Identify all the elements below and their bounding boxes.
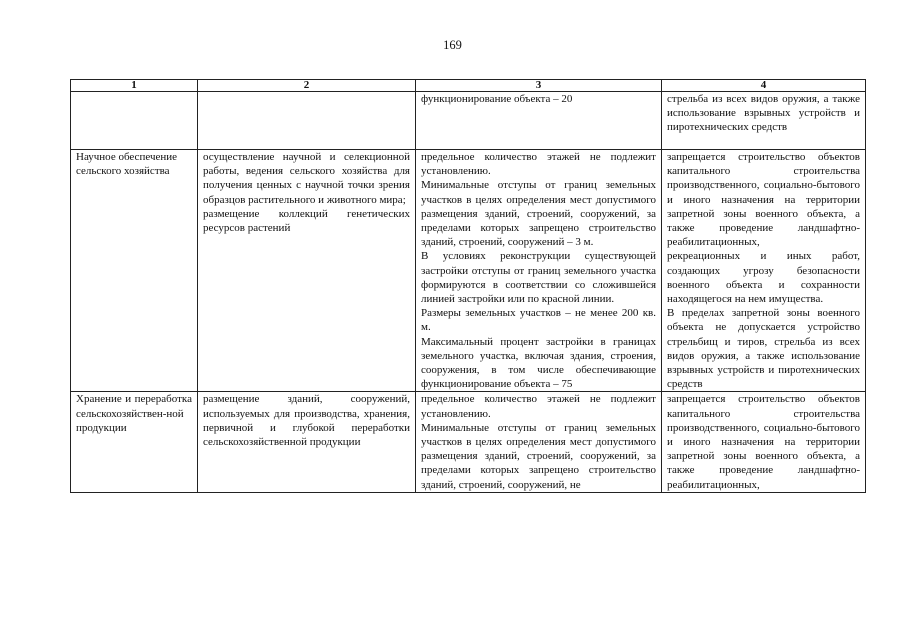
cell-description xyxy=(198,150,416,392)
table-row xyxy=(71,392,866,492)
paragraph: осуществление научной и селекционной работы, ведения сельского хозяйства для получения ценных с научной точки зрения образцов растительного и животного мира; xyxy=(203,151,410,206)
cell-description xyxy=(198,92,416,150)
column-header: 4 xyxy=(662,80,866,92)
table-header-row xyxy=(71,80,866,92)
cell-land-use xyxy=(71,392,198,492)
paragraph: функционирование объекта – 20 xyxy=(421,93,573,105)
paragraph: Максимальный процент застройки в границах земельного участка, включая здания, строения, сооружения, в том числе обеспечивающие функционирование объекта – 75 xyxy=(421,335,656,391)
column-header: 2 xyxy=(198,80,416,92)
cell-land-use xyxy=(71,150,198,392)
paragraph: В условиях реконструкции существующей застройки отступы от границ земельного участка формируются в соответствии со сложившейся линией застройки или по красной линии. xyxy=(421,250,656,306)
cell-parameters xyxy=(416,92,662,150)
cell-description xyxy=(198,392,416,492)
paragraph: запрещается строительство объектов капитального строительства производственного, социально-бытового и иного назначения на территории запретной зоны военного объекта, а также проведение ландшафтно-реабилитационных, xyxy=(667,393,860,491)
paragraph: В пределах запретной зоны военного объекта не допускается устройство стрельбищ и тиров, стрельба из всех видов оружия, а также использование взрывных устройств и пиротехнических средств xyxy=(667,307,860,391)
cell-parameters xyxy=(416,150,662,392)
paragraph: запрещается строительство объектов капитального строительства производственного, социально-бытового и иного назначения на территории запретной зоны военного объекта, а также проведение ландшафтно-реабилитационных, xyxy=(667,151,860,249)
paragraph: Минимальные отступы от границ земельных участков в целях определения мест допустимого размещения зданий, строений, сооружений, за пределами которых запрещено строительство зданий, строений, сооружений, не xyxy=(421,421,656,491)
cell-restrictions xyxy=(662,92,866,150)
paragraph: Размеры земельных участков – не менее 200 кв. м. xyxy=(421,307,656,334)
paragraph: предельное количество этажей не подлежит установлению. xyxy=(421,151,656,178)
cell-restrictions xyxy=(662,150,866,392)
paragraph: рекреационных и иных работ, создающих угрозу безопасности военного объекта и сохранности находящегося на нем имущества. xyxy=(667,250,860,306)
paragraph: Хранение и переработка сельскохозяйствен-ной продукции xyxy=(76,393,192,434)
column-header: 1 xyxy=(71,80,198,92)
page-number: 169 xyxy=(443,38,462,52)
cell-parameters xyxy=(416,392,662,492)
paragraph: размещение зданий, сооружений, используемых для производства, хранения, первичной и глубокой переработки сельскохозяйственной продукции xyxy=(203,393,410,449)
column-header: 3 xyxy=(416,80,662,92)
table-row xyxy=(71,150,866,392)
cell-restrictions xyxy=(662,392,866,492)
paragraph: размещение коллекций генетических ресурсов растений xyxy=(203,207,410,235)
cell-land-use xyxy=(71,92,198,150)
paragraph: предельное количество этажей не подлежит установлению. xyxy=(421,393,656,420)
table-row xyxy=(71,92,866,150)
paragraph: стрельба из всех видов оружия, а также использование взрывных устройств и пиротехнических средств xyxy=(667,93,860,134)
paragraph: Научное обеспечение сельского хозяйства xyxy=(76,151,178,178)
paragraph: Минимальные отступы от границ земельных участков в целях определения мест допустимого размещения зданий, строений, сооружений, за пределами которых запрещено строительство зданий, строений, сооружений – 3 м. xyxy=(421,179,656,249)
regulations-table xyxy=(70,79,866,493)
